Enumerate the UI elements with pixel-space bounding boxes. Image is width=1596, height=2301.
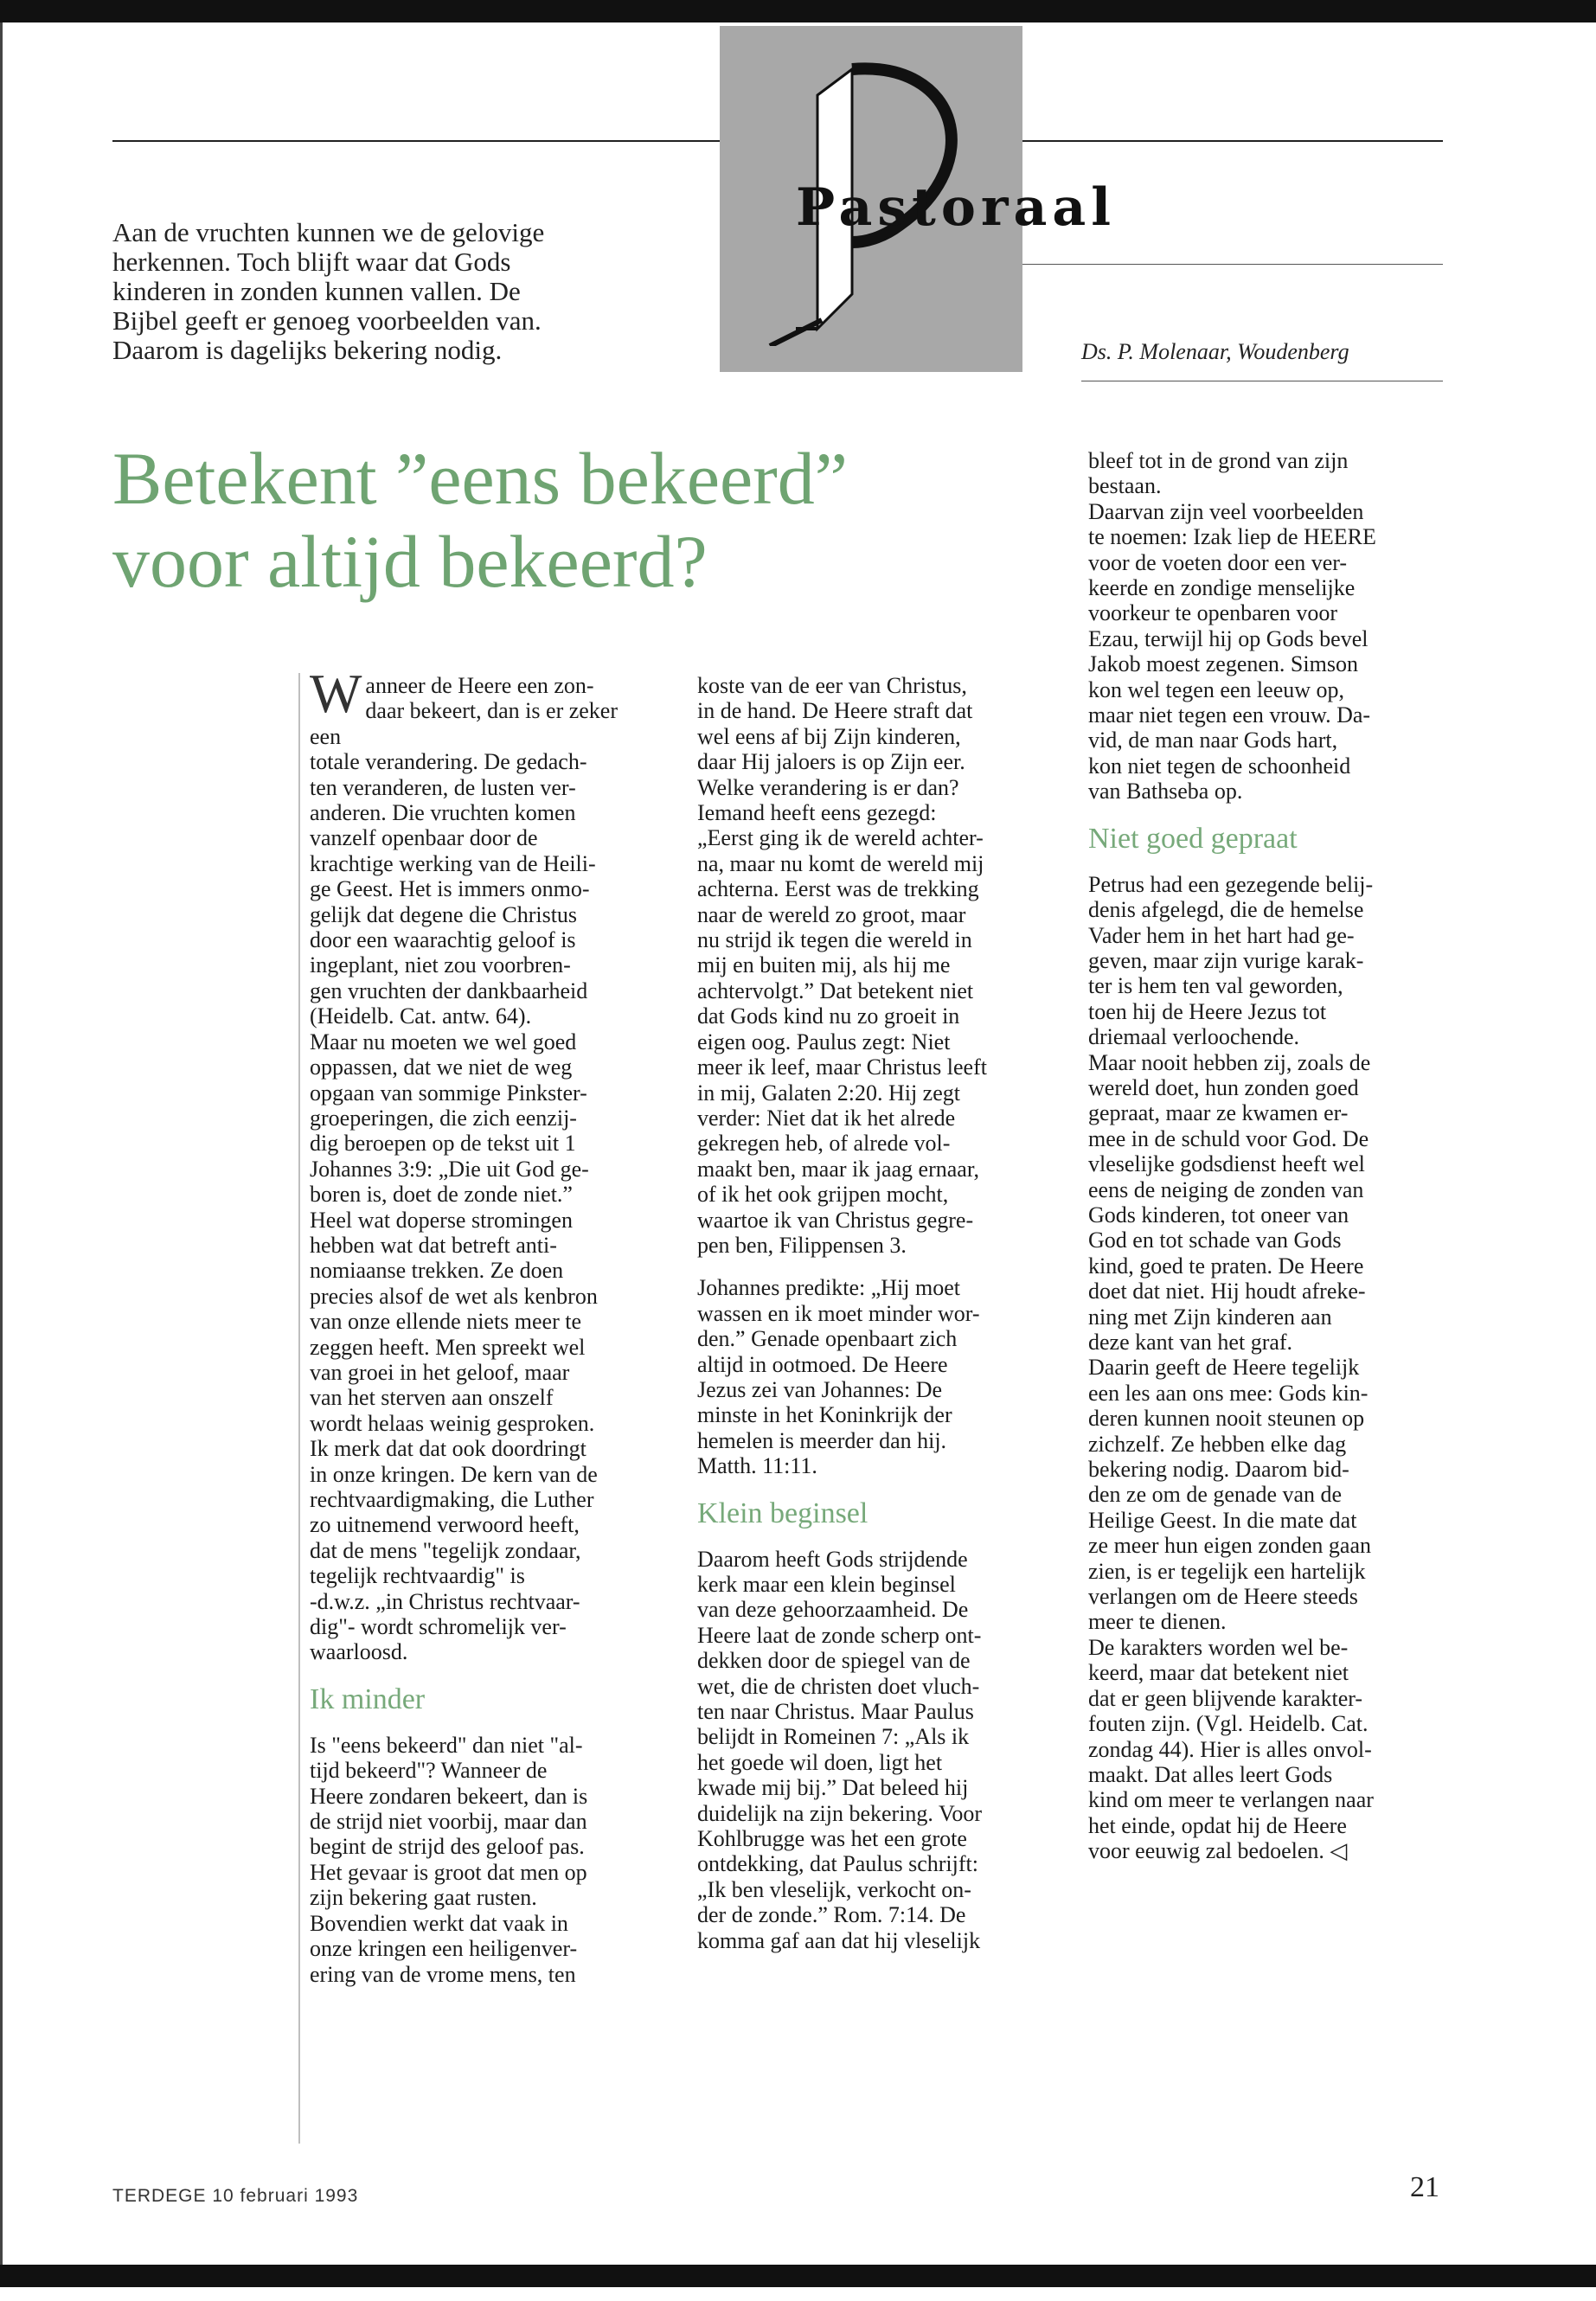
paragraph-line: daar bekeert, dan is er zeker een xyxy=(310,698,619,749)
paragraph-line: ning met Zijn kinderen aan xyxy=(1088,1304,1332,1330)
article-column-2 xyxy=(697,673,1042,1953)
column-rule xyxy=(298,673,300,2144)
paragraph-line: Heere laat de zonde scherp ont- xyxy=(697,1622,982,1648)
left-border xyxy=(0,22,3,2265)
paragraph-line: kwade mij bij.” Dat beleed hij xyxy=(697,1775,969,1801)
paragraph-line: zo uitnemend verwoord heeft, xyxy=(310,1512,580,1538)
header-rule-right xyxy=(1022,140,1443,142)
paragraph-line: zondag 44). Hier is alles onvol- xyxy=(1088,1736,1372,1762)
paragraph-line: zien, is er tegelijk een hartelijk xyxy=(1088,1558,1366,1584)
paragraph-line: boren is, doet de zonde niet.” xyxy=(310,1182,573,1208)
paragraph-line: kerk maar een klein beginsel xyxy=(697,1572,956,1597)
paragraph-gap xyxy=(697,1258,1042,1275)
paragraph-line: meer ik leef, maar Christus leeft xyxy=(697,1054,987,1080)
paragraph-line: komma gaf aan dat hij vleselijk xyxy=(697,1927,981,1953)
paragraph-line: belijdt in Romeinen 7: „Als ik xyxy=(697,1724,970,1750)
paragraph-line: het einde, opdat hij de Heere xyxy=(1088,1812,1347,1838)
paragraph-line: waarloosd. xyxy=(310,1639,408,1665)
paragraph-line: bestaan. xyxy=(1088,473,1162,499)
paragraph-line: Welke verandering is er dan? xyxy=(697,774,959,800)
paragraph-line: wereld doet, hun zonden goed xyxy=(1088,1074,1359,1100)
paragraph-line: van Bathseba op. xyxy=(1088,779,1243,804)
paragraph-line: tegelijk rechtvaardig" is xyxy=(310,1563,525,1589)
paragraph-line: ter is hem ten val geworden, xyxy=(1088,973,1343,999)
paragraph-line: vanzelf openbaar door de xyxy=(310,825,538,851)
paragraph-line: Ezau, terwijl hij op Gods bevel xyxy=(1088,625,1368,651)
paragraph-line: maakt. Dat alles leert Gods xyxy=(1088,1761,1333,1787)
paragraph-line: ontdekking, dat Paulus schrijft: xyxy=(697,1851,978,1877)
paragraph-line: zijn bekering gaat rusten. xyxy=(310,1885,537,1911)
paragraph-line: rechtvaardigmaking, die Luther xyxy=(310,1487,594,1512)
paragraph-line: fouten zijn. (Vgl. Heidelb. Cat. xyxy=(1088,1711,1368,1737)
paragraph-line: dig beroepen op de tekst uit 1 xyxy=(310,1131,576,1157)
paragraph-line: maakt ben, maar ik jaag ernaar, xyxy=(697,1156,979,1182)
paragraph-line: deze kant van het graf. xyxy=(1088,1330,1293,1355)
paragraph-line: pen ben, Filippensen 3. xyxy=(697,1232,907,1258)
paragraph-line: eens de neiging de zonden van xyxy=(1088,1176,1364,1202)
paragraph-line: wordt helaas weinig gesproken. xyxy=(310,1410,595,1436)
paragraph-line: ering van de vrome mens, ten xyxy=(310,1961,576,1987)
header-rule-left xyxy=(112,140,720,142)
paragraph-line: van onze ellende niets meer te xyxy=(310,1309,582,1335)
paragraph-line: kon niet tegen de schoonheid xyxy=(1088,753,1351,779)
paragraph-line: naar de wereld zo groot, maar xyxy=(697,901,966,927)
paragraph-line: der de zonde.” Rom. 7:14. De xyxy=(697,1902,966,1928)
paragraph-line: denis afgelegd, die de hemelse xyxy=(1088,897,1364,923)
paragraph-line: ze meer hun eigen zonden gaan xyxy=(1088,1533,1372,1559)
paragraph-line: Vader hem in het hart had ge- xyxy=(1088,922,1355,948)
paragraph-line: kind om meer te verlangen naar xyxy=(1088,1787,1374,1813)
header-rule-under-title xyxy=(1022,264,1443,265)
paragraph-line: groeperingen, die zich eenzij- xyxy=(310,1105,577,1131)
paragraph-line: verder: Niet dat ik het alrede xyxy=(697,1105,956,1131)
paragraph-line: Het gevaar is groot dat men op xyxy=(310,1859,587,1885)
paragraph-line: Maar nu moeten we wel goed xyxy=(310,1029,577,1054)
paragraph-line: Johannes 3:9: „Die uit God ge- xyxy=(310,1156,589,1182)
paragraph-line: ingeplant, niet zou voorbren- xyxy=(310,952,571,978)
paragraph-line: hemelen is meerder dan hij. xyxy=(697,1427,947,1453)
paragraph-line: ge Geest. Het is immers onmo- xyxy=(310,876,590,902)
paragraph-line: ten veranderen, de lusten ver- xyxy=(310,774,576,800)
paragraph-line: zeggen heeft. Men spreekt wel xyxy=(310,1334,586,1360)
paragraph-line: totale verandering. De gedach- xyxy=(310,749,587,775)
section-label: Pastoraal xyxy=(796,177,1117,238)
paragraph-line: gelijk dat degene die Christus xyxy=(310,901,578,927)
subheading-niet-goed-gepraat: Niet goed gepraat xyxy=(1088,822,1298,855)
paragraph-line: na, maar nu komt de wereld mij xyxy=(697,850,984,876)
paragraph-line: mij en buiten mij, als hij me xyxy=(697,952,951,978)
paragraph-line: tijd bekeerd"? Wanneer de xyxy=(310,1758,548,1784)
paragraph-line: duidelijk na zijn bekering. Voor xyxy=(697,1800,983,1826)
paragraph-line: Maar nooit hebben zij, zoals de xyxy=(1088,1049,1371,1075)
paragraph-line: verlangen om de Heere steeds xyxy=(1088,1584,1358,1610)
headline-line-1: Betekent ”eens bekeerd” xyxy=(112,437,848,520)
paragraph-line: Heere zondaren bekeert, dan is xyxy=(310,1783,588,1809)
article-column-1 xyxy=(310,663,638,1987)
paragraph-line: door een waarachtig geloof is xyxy=(310,927,576,953)
paragraph-line: kon wel tegen een leeuw op, xyxy=(1088,676,1345,702)
paragraph-line: dat er geen blijvende karakter- xyxy=(1088,1685,1363,1711)
paragraph-line: achtervolgt.” Dat betekent niet xyxy=(697,977,974,1003)
paragraph-line: altijd in ootmoed. De Heere xyxy=(697,1351,948,1377)
paragraph-line: deren kunnen nooit steunen op xyxy=(1088,1406,1365,1432)
paragraph-line: minste in het Koninkrijk der xyxy=(697,1402,952,1428)
author-byline: Ds. P. Molenaar, Woudenberg xyxy=(1081,339,1349,364)
intro-line: Daarom is dagelijks bekering nodig. xyxy=(112,335,503,365)
paragraph-line: oppassen, dat we niet de weg xyxy=(310,1054,573,1080)
paragraph-line: van deze gehoorzaamheid. De xyxy=(697,1597,969,1623)
publication-footer: TERDEGE 10 februari 1993 xyxy=(112,2186,359,2206)
paragraph-line: het goede wil doen, ligt het xyxy=(697,1749,943,1775)
paragraph-line: nu strijd ik tegen die wereld in xyxy=(697,927,972,953)
paragraph-line: -d.w.z. „in Christus rechtvaar- xyxy=(310,1588,580,1614)
paragraph-line: driemaal verloochende. xyxy=(1088,1024,1299,1050)
paragraph-line: (Heidelb. Cat. antw. 64). xyxy=(310,1003,532,1029)
paragraph-line: Jakob moest zegenen. Simson xyxy=(1088,651,1358,677)
paragraph-line: Heel wat doperse stromingen xyxy=(310,1207,573,1233)
paragraph-line: meer te dienen. xyxy=(1088,1609,1227,1635)
paragraph-line: in onze kringen. De kern van de xyxy=(310,1461,598,1487)
paragraph-line: Petrus had een gezegende belij- xyxy=(1088,871,1374,897)
paragraph-line: vid, de man naar Gods hart, xyxy=(1088,727,1338,753)
intro-line: Bijbel geeft er genoeg voorbeelden van. xyxy=(112,305,542,336)
paragraph-line: den ze om de genade van de xyxy=(1088,1482,1343,1508)
paragraph-line: dat Gods kind nu zo groeit in xyxy=(697,1003,960,1029)
paragraph-line: Ik merk dat dat ook doordringt xyxy=(310,1436,586,1462)
paragraph-line: Heilige Geest. In die mate dat xyxy=(1088,1507,1357,1533)
paragraph-line: Bovendien werkt dat vaak in xyxy=(310,1910,568,1936)
article-headline xyxy=(112,437,1003,603)
paragraph-line: wel eens af bij Zijn kinderen, xyxy=(697,723,961,749)
paragraph-line: ten naar Christus. Maar Paulus xyxy=(697,1699,974,1725)
paragraph-line: keerde en zondige menselijke xyxy=(1088,575,1356,601)
paragraph-line: toen hij de Heere Jezus tot xyxy=(1088,998,1327,1024)
paragraph-line: opgaan van sommige Pinkster- xyxy=(310,1080,587,1106)
paragraph-line: begint de strijd des geloof pas. xyxy=(310,1834,585,1860)
paragraph-line: dat de mens "tegelijk zondaar, xyxy=(310,1537,581,1563)
paragraph-line: God en tot schade van Gods xyxy=(1088,1227,1342,1253)
paragraph-line: koste van de eer van Christus, xyxy=(697,673,967,698)
paragraph-line: nomiaanse trekken. Ze doen xyxy=(310,1258,564,1284)
paragraph-line: achterna. Eerst was de trekking xyxy=(697,876,979,902)
paragraph-line: Wanneer de Heere een zon- xyxy=(310,663,594,724)
paragraph-line: den.” Genade openbaart zich xyxy=(697,1326,958,1352)
paragraph-line: doet dat niet. Hij houdt afreke- xyxy=(1088,1279,1366,1304)
top-border xyxy=(0,0,1596,22)
paragraph-line: hebben wat dat betreft anti- xyxy=(310,1232,557,1258)
paragraph-line: Iemand heeft eens gezegd: xyxy=(697,800,937,826)
paragraph-line: bekering nodig. Daarom bid- xyxy=(1088,1457,1349,1483)
paragraph-line: gepraat, maar ze kwamen er- xyxy=(1088,1100,1349,1126)
paragraph-line: voor eeuwig zal bedoelen. ◁ xyxy=(1088,1838,1348,1864)
bottom-border xyxy=(0,2265,1596,2287)
paragraph-line: Is "eens bekeerd" dan niet "al- xyxy=(310,1732,583,1758)
dropcap: W xyxy=(310,663,362,724)
paragraph-line: Daarvan zijn veel voorbeelden xyxy=(1088,498,1364,524)
paragraph-line: eigen oog. Paulus zegt: Niet xyxy=(697,1029,951,1054)
paragraph-line: gekregen heb, of alrede vol- xyxy=(697,1131,951,1157)
paragraph-line: gen vruchten der dankbaarheid xyxy=(310,977,588,1003)
page-number: 21 xyxy=(1410,2171,1439,2203)
paragraph-line: Johannes predikte: „Hij moet xyxy=(697,1275,960,1301)
subheading-klein-beginsel: Klein beginsel xyxy=(697,1497,869,1529)
paragraph-line: daar Hij jaloers is op Zijn eer. xyxy=(697,749,965,775)
paragraph-line: bleef tot in de grond van zijn xyxy=(1088,448,1349,473)
paragraph-line: te noemen: Izak liep de HEERE xyxy=(1088,524,1376,550)
paragraph-line: keerd, maar dat betekent niet xyxy=(1088,1660,1349,1686)
paragraph-line: dig"- wordt schromelijk ver- xyxy=(310,1614,567,1640)
paragraph-line: maar niet tegen een vrouw. Da- xyxy=(1088,702,1371,728)
paragraph-line: onze kringen een heiligenver- xyxy=(310,1936,578,1962)
paragraph-line: zichzelf. Ze hebben elke dag xyxy=(1088,1431,1347,1457)
paragraph-line: een les aan ons mee: Gods kin- xyxy=(1088,1380,1368,1406)
intro-line: Aan de vruchten kunnen we de gelovige xyxy=(112,217,545,247)
paragraph-line: of ik het ook grijpen mocht, xyxy=(697,1182,949,1208)
paragraph-line: dekken door de spiegel van de xyxy=(697,1648,971,1674)
intro-line: kinderen in zonden kunnen vallen. De xyxy=(112,276,521,306)
paragraph-line: in mij, Galaten 2:20. Hij zegt xyxy=(697,1080,960,1106)
intro-line: herkennen. Toch blijft waar dat Gods xyxy=(112,247,511,277)
intro-text xyxy=(112,218,640,365)
paragraph-line: Daarin geeft de Heere tegelijk xyxy=(1088,1355,1360,1381)
headline-line-2: voor altijd bekeerd? xyxy=(112,520,708,603)
article-column-3 xyxy=(1088,448,1443,1864)
paragraph-line: precies alsof de wet als kenbron xyxy=(310,1283,598,1309)
paragraph-line: Gods kinderen, tot oneer van xyxy=(1088,1202,1349,1227)
paragraph-line: wassen en ik moet minder wor- xyxy=(697,1300,980,1326)
paragraph-line: De karakters worden wel be- xyxy=(1088,1634,1349,1660)
paragraph-line: mee in de schuld voor God. De xyxy=(1088,1125,1369,1151)
paragraph-line: anderen. Die vruchten komen xyxy=(310,800,576,826)
paragraph-line: krachtige werking van de Heili- xyxy=(310,850,596,876)
paragraph-line: Kohlbrugge was het een grote xyxy=(697,1826,967,1852)
paragraph-line: de strijd niet voorbij, maar dan xyxy=(310,1809,587,1835)
paragraph-line: voor de voeten door een ver- xyxy=(1088,549,1348,575)
paragraph-line: Daarom heeft Gods strijdende xyxy=(697,1546,968,1572)
paragraph-line: vleselijke godsdienst heeft wel xyxy=(1088,1151,1365,1177)
paragraph-line: Jezus zei van Johannes: De xyxy=(697,1376,943,1402)
paragraph-line: wet, die de christen doet vluch- xyxy=(697,1673,980,1699)
paragraph-line: „Eerst ging ik de wereld achter- xyxy=(697,825,984,851)
paragraph-line: in de hand. De Heere straft dat xyxy=(697,698,973,724)
subheading-ik-minder: Ik minder xyxy=(310,1682,426,1715)
paragraph-line: „Ik ben vleselijk, verkocht on- xyxy=(697,1876,971,1902)
paragraph-line: geven, maar zijn vurige karak- xyxy=(1088,947,1364,973)
paragraph-line: van het sterven aan onszelf xyxy=(310,1385,554,1411)
paragraph-line: kind, goed te praten. De Heere xyxy=(1088,1253,1364,1279)
paragraph-line: Matth. 11:11. xyxy=(697,1453,817,1479)
paragraph-line: voorkeur te openbaren voor xyxy=(1088,600,1338,626)
paragraph-line: van groei in het geloof, maar xyxy=(310,1359,570,1385)
paragraph-line: waartoe ik van Christus gegre- xyxy=(697,1207,974,1233)
